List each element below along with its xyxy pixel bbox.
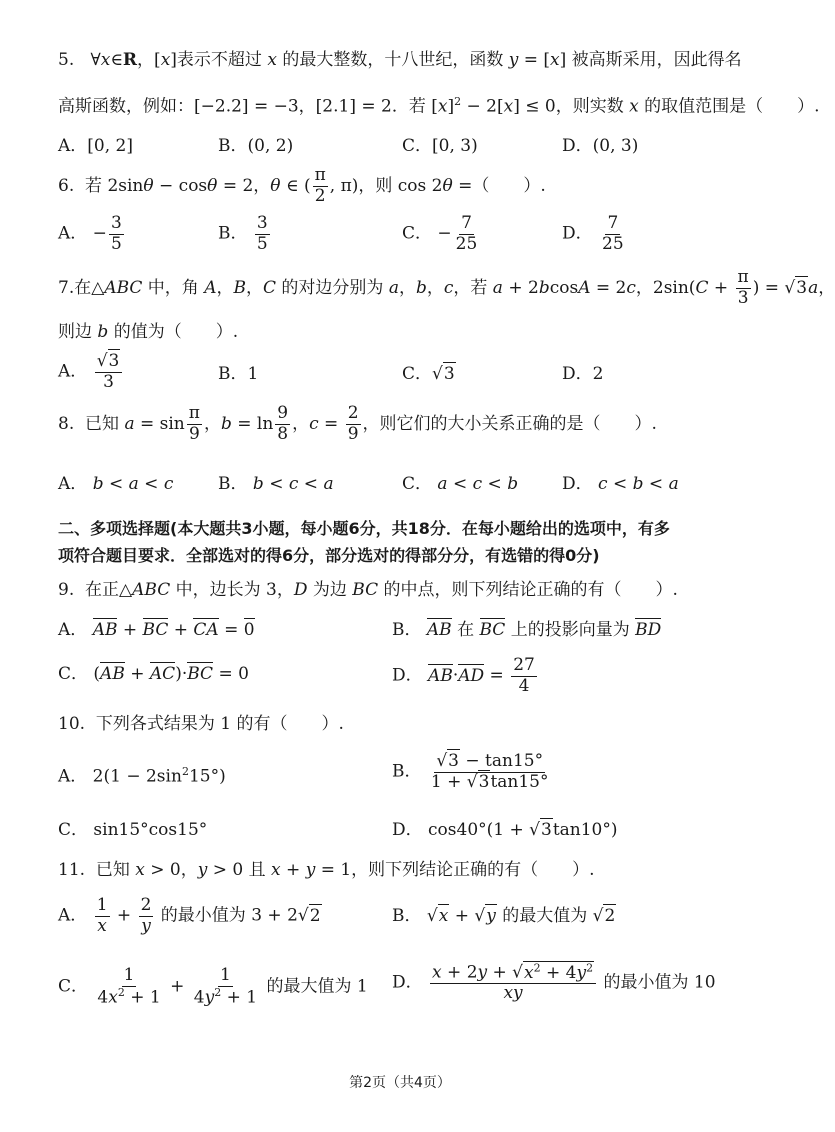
q5-stem-line1: ∀x∈R，[x]表示不超过 x 的最大整数，十八世纪，函数 y = [x] 被高斯采用，因此得名	[79, 50, 742, 70]
q5-option-a: A．[0, 2]	[58, 136, 133, 156]
q5-option-d: D．(0, 3)	[562, 136, 639, 156]
q7-number: 7.	[58, 278, 75, 298]
q6-number: 6.	[58, 176, 75, 196]
q6-stem: 6. 若 2sinθ − cosθ = 2，θ ∈ ( $\frac{\pi}{2}$ , π)，则 cos 2θ =（ ）.	[58, 165, 546, 206]
q8-option-a: A． b < a < c	[58, 474, 174, 494]
q9-option-c: C． (AB + AC)·BC = 0	[58, 664, 249, 684]
q11-option-b: B． √x + √y 的最大值为 √2	[392, 906, 616, 926]
q7-option-d: D．2	[562, 364, 604, 384]
q7-stem-line2: 则边 b 的值为（ ）.	[58, 322, 239, 342]
q10-option-d: D． cos40°(1 + √3tan10°)	[392, 820, 618, 840]
q5-number: 5.	[58, 50, 75, 70]
q7-option-a: A． $\frac{√3}{3}$	[58, 352, 124, 392]
q8-number: 8.	[58, 414, 75, 434]
q10-number: 10.	[58, 714, 86, 734]
q8-stem: 8. 已知 a = sin $\frac{\pi}{9}$ ，b = ln $\frac{9}{8}$ ，c = $\frac{2}{9}$ ，则它们的大小关系正确的是（ ）.	[58, 403, 657, 444]
q10-option-c: C． sin15°cos15°	[58, 820, 208, 840]
q8-option-b: B． b < c < a	[218, 474, 334, 494]
q7-stem-line1: 7.在△ABC 中，角 A，B，C 的对边分别为 a，b，c，若 a + 2bcosA = 2c，2sin(C + $\frac{\pi}{3}$ ) = √3a，	[58, 267, 835, 308]
q8-option-c: C． a < c < b	[402, 474, 519, 494]
q6-option-b: B． $\frac{3}{5}$	[218, 213, 268, 254]
q6-option-c: C． − $\frac{7}{25}$	[402, 213, 478, 254]
page-footer: 第2页（共4页）	[349, 1075, 451, 1091]
q9-option-d: D． AB·AD = $\frac{27}{4}$	[392, 655, 535, 696]
q11-option-a: A． $\frac{1}{x}$ + $\frac{2}{y}$ 的最小值为 3 + 2√2	[58, 895, 321, 936]
q11-option-d: D． $\frac{x + 2y + √x^2 + 4y^2}{xy}$ 的最小值为 10	[392, 961, 716, 1004]
q5-stem-line2: 高斯函数，例如：[−2.2] = −3，[2.1] = 2．若 $[x]^2 - 2[x] \le 0$，则实数 x 的取值范围是（ ）.	[58, 95, 820, 117]
q9-stem: 9. 在正△ABC 中，边长为 3，D 为边 BC 的中点，则下列结论正确的有（ ）.	[58, 580, 678, 600]
section2-line1: 二、多项选择题(本大题共3小题，每小题6分，共18分．在每小题给出的选项中，有多	[58, 519, 670, 538]
q7-option-b: B．1	[218, 364, 259, 384]
q9-option-a: A． AB + BC + CA = 0	[58, 620, 255, 640]
q7-option-c: C．√3	[402, 364, 455, 384]
q5-line1	[58, 52, 742, 69]
q10-option-b: B． $\frac{√3 - \tan 15^\circ}{1 + √3\tan 15^\circ}$	[392, 751, 549, 792]
q9-option-b: B． AB 在 BC 上的投影向量为 BD	[392, 620, 662, 640]
q8-option-d: D． c < b < a	[562, 474, 679, 494]
q6-option-a: A． − $\frac{3}{5}$	[58, 213, 122, 254]
q10-stem: 10. 下列各式结果为 1 的有（ ）.	[58, 714, 344, 734]
q11-option-c: C． $\frac{1}{4x^2 + 1}$ + $\frac{1}{4y^2 + 1}$ 的最大值为 1	[58, 965, 368, 1008]
q10-option-a: A． $2(1 - 2\sin^215^\circ)$	[58, 765, 226, 787]
section2-line2: 项符合题目要求．全部选对的得6分，部分选对的得部分分，有选错的得0分)	[58, 546, 600, 565]
q11-number: 11.	[58, 860, 86, 880]
q11-stem: 11. 已知 x > 0，y > 0 且 x + y = 1，则下列结论正确的有（ ）.	[58, 860, 595, 880]
q9-number: 9.	[58, 580, 75, 600]
q5-option-c: C．[0, 3)	[402, 136, 478, 156]
q6-option-d: D． $\frac{7}{25}$	[562, 213, 624, 254]
q5-option-b: B．(0, 2)	[218, 136, 294, 156]
